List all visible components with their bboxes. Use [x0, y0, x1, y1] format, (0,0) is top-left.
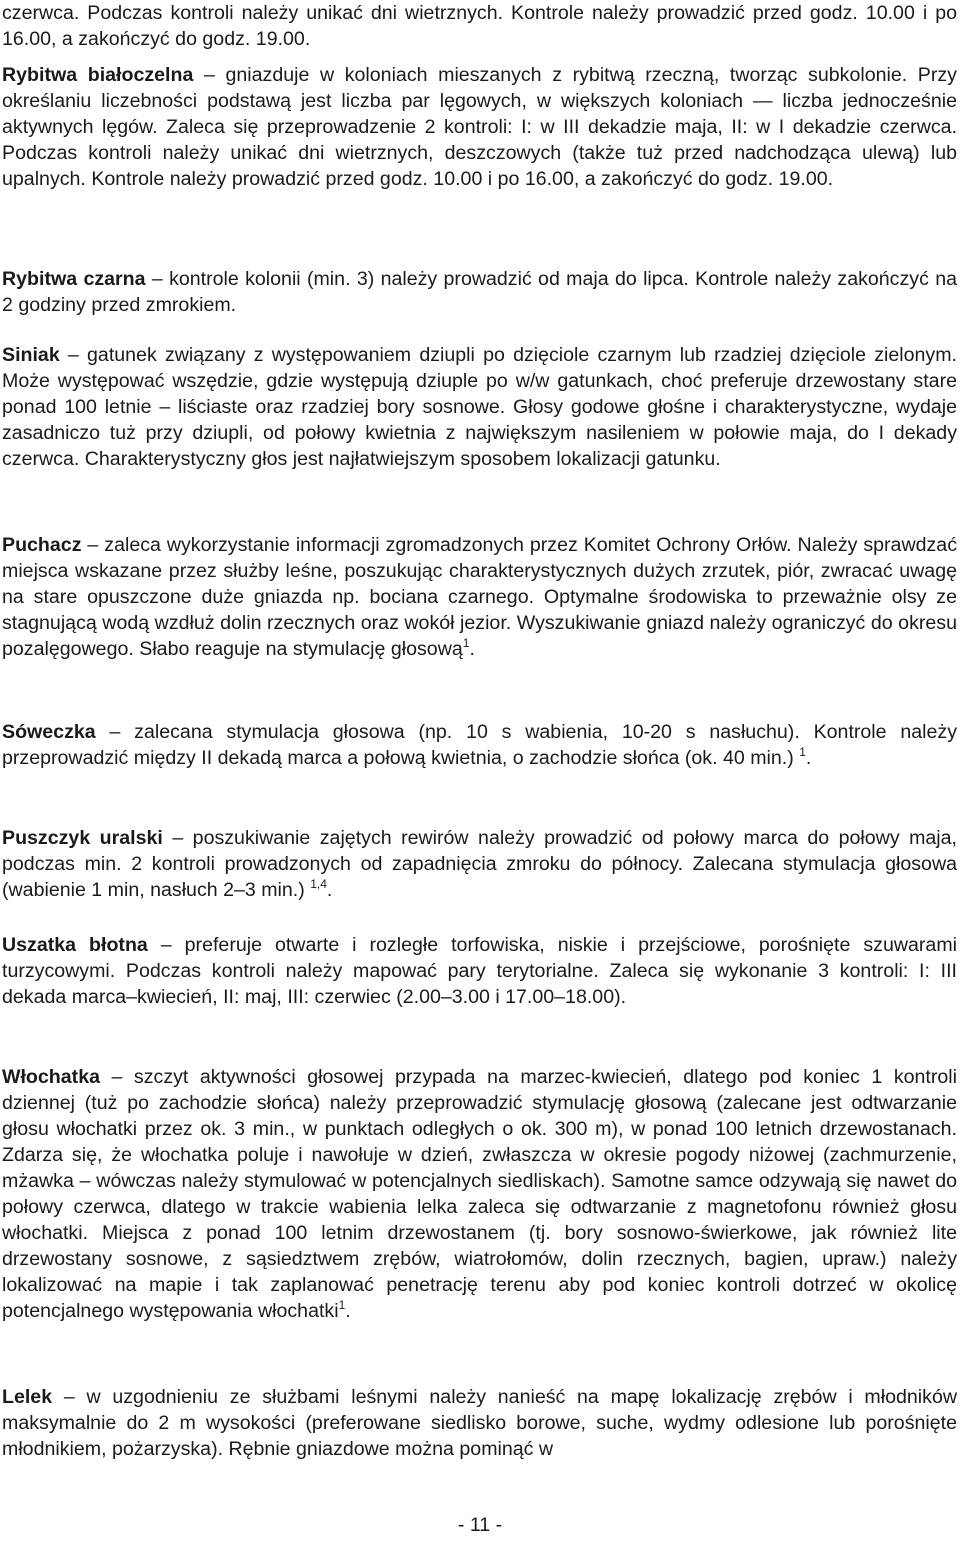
species-text: – zaleca wykorzystanie informacji zgromadzonych przez Komitet Ochrony Orłów. Należy sprawdzać miejsca wskazane przez służby leśne, poszukując charakterystycznych dużych zrzutek, piór, zwracać uwagę na stare opuszczone duże gniazda np. bociana czarnego. Optymalne środowiska to przeważnie olsy ze stagnującą wodą wzdłuż dolin rzecznych oraz wokół jezior. Wyszukiwanie gniazd należy ograniczyć do okresu pozalęgowego. Słabo reaguje na stymulację głosową: [2, 534, 957, 660]
species-name: Puchacz: [2, 534, 82, 556]
species-name: Rybitwa czarna: [2, 268, 146, 290]
species-paragraph-rybitwa-czarna: [2, 266, 957, 318]
intro-paragraph: czerwca. Podczas kontroli należy unikać dni wietrznych. Kontrole należy prowadzić przed godz. 10.00 i po 16.00, a zakończyć do godz. 19.00.: [2, 2, 957, 50]
species-paragraph-puchacz: [2, 532, 957, 662]
species-name: Włochatka: [2, 1066, 100, 1088]
species-name: Puszczyk uralski: [2, 827, 163, 849]
species-paragraph-soweczka: [2, 719, 957, 771]
species-paragraph-siniak: [2, 342, 957, 472]
footnote-reference: 1: [462, 636, 470, 650]
species-paragraph-uszatka-blotna: [2, 932, 957, 1010]
species-paragraph-lelek: [2, 1384, 957, 1462]
species-name: Sóweczka: [2, 721, 96, 743]
species-text: – kontrole kolonii (min. 3) należy prowadzić od maja do lipca. Kontrole należy zakończyć na 2 godziny przed zmrokiem.: [2, 268, 957, 316]
footnote-reference: 1: [799, 745, 806, 759]
species-text: – zalecana stymulacja głosowa (np. 10 s wabienia, 10-20 s nasłuchu). Kontrole należy przeprowadzić między II dekadą marca a połową kwietnia, o zachodzie słońca (ok. 40 min.): [2, 721, 957, 769]
sentence-end: .: [326, 879, 333, 901]
species-name: Rybitwa białoczelna: [2, 64, 194, 86]
footnote-reference: 1,4: [310, 877, 327, 891]
species-text: – poszukiwanie zajętych rewirów należy prowadzić od połowy marca do połowy maja, podczas min. 2 kontroli prowadzonych od zapadnięcia zmroku do północy. Zalecana stymulacja głosowa (wabienie 1 min, nasłuch 2–3 min.): [2, 827, 958, 901]
species-name: Lelek: [2, 1386, 53, 1408]
species-paragraph-puszczyk-uralski: [2, 825, 957, 903]
page-number: - 11 -: [457, 1514, 503, 1536]
footnote-reference: 1: [338, 1298, 346, 1312]
species-text: – preferuje otwarte i rozległe torfowiska, niskie i przejściowe, porośnięte szuwarami turzycowymi. Podczas kontroli należy mapować pary terytorialne. Zaleca się wykonanie 3 kontroli: I: III dekada marca–kwiecień, II: maj, III: czerwiec (2.00–3.00 i 17.00–18.00).: [2, 934, 957, 1008]
species-paragraph-wlochatka: [2, 1064, 957, 1324]
species-text: – gniazduje w koloniach mieszanych z rybitwą rzeczną, tworząc subkolonie. Przy określaniu liczebności podstawą jest liczba par lęgowych, w większych koloniach — liczba jednocześnie aktywnych lęgów. Zaleca się przeprowadzenie 2 kontroli: I: w III dekadzie maja, II: w I dekadzie czerwca. Podczas kontroli należy unikać dni wietrznych, deszczowych (także tuż przed nadchodząca ulewą) lub upalnych. Kontrole należy prowadzić przed godz. 10.00 i po 16.00, a zakończyć do godz. 19.00.: [2, 64, 957, 190]
species-name: Siniak: [2, 344, 60, 366]
species-paragraph-rybitwa-bialoczelna: [2, 62, 957, 192]
sentence-end: .: [469, 638, 475, 660]
species-text: – w uzgodnieniu ze służbami leśnymi należy nanieść na mapę lokalizację zrębów i młodników maksymalnie do 2 m wysokości (preferowane siedlisko borowe, suche, wydmy odlesione lub porośnięte młodnikiem, pożarzyska). Rębnie gniazdowe można pominąć w: [2, 1386, 957, 1460]
species-name: Uszatka błotna: [2, 934, 148, 956]
species-text: – gatunek związany z występowaniem dziupli po dzięciole czarnym lub rzadziej dzięciole zielonym. Może występować wszędzie, gdzie występują dziuple po w/w gatunkach, choć preferuje drzewostany stare ponad 100 letnie – liściaste oraz rzadziej bory sosnowe. Głosy godowe głośne i charakterystyczne, wydaje zasadniczo tuż przy dziupli, od połowy kwietnia z największym nasileniem w połowie maja, do I dekady czerwca. Charakterystyczny głos jest najłatwiejszym sposobem lokalizacji gatunku.: [2, 344, 957, 470]
sentence-end: .: [345, 1300, 351, 1322]
species-text: – szczyt aktywności głosowej przypada na marzec-kwiecień, dlatego pod koniec 1 kontroli dziennej (tuż po zachodzie słońca) należy przeprowadzić stymulację głosową (zalecane jest odtwarzanie głosu włochatki przez ok. 3 min., w punktach odległych o ok. 300 m), w ponad 100 letnich drzewostanach. Zdarza się, że włochatka poluje i nawołuje w dzień, zwłaszcza w okresie pogody niżowej (zachmurzenie, mżawka – wówczas należy stymulować w potencjalnych siedliskach). Samotne samce odzywają się nawet do połowy czerwca, dlatego w trakcie wabienia lelka zaleca się odtwarzanie z magnetofonu również głosu włochatki. Miejsca z ponad 100 letnim drzewostanem (tj. bory sosnowo-świerkowe, jak również lite drzewostany sosnowe, z sąsiedztwem zrębów, wiatrołomów, dolin rzecznych, bagien, upraw.) należy lokalizować na mapie i tak zaplanować penetrację terenu aby pod koniec kontroli dotrzeć w okolicę potencjalnego występowania włochatki: [2, 1066, 957, 1322]
sentence-end: .: [805, 747, 812, 769]
